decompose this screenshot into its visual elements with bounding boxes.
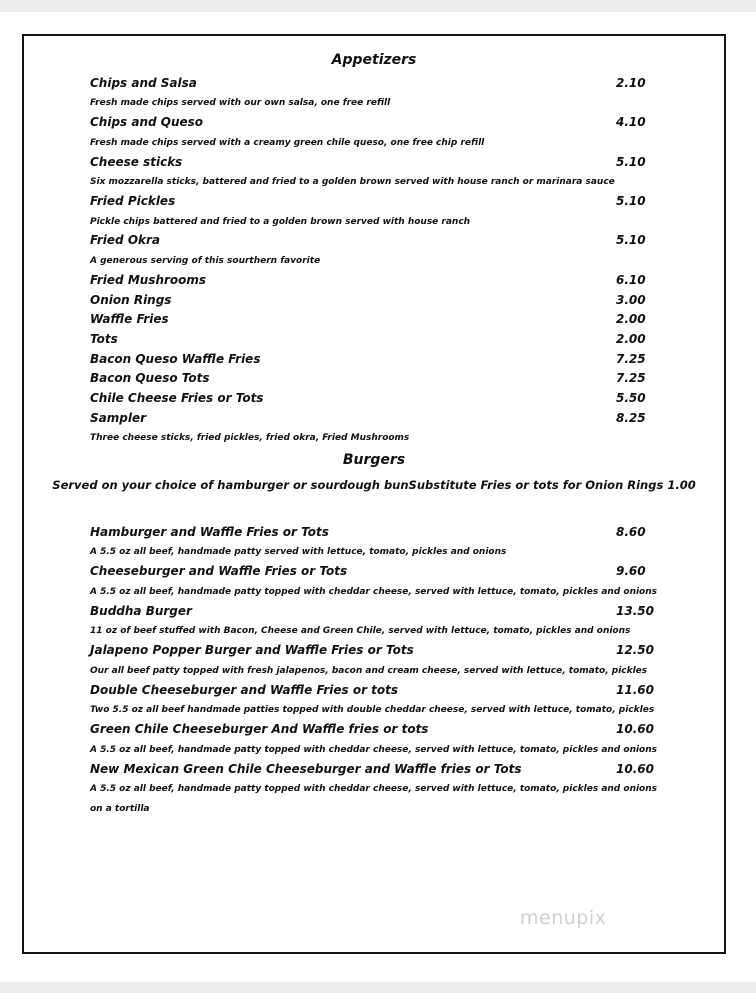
menu-item-name: Cheeseburger and Waffle Fries or Tots (90, 564, 348, 578)
burgers-subtitle: Served on your choice of hamburger or sourdough bunSubstitute Fries or tots for Onion Rings 1.00 (52, 478, 696, 492)
menu-item-price: 7.25 (616, 352, 646, 366)
menu-item-price: 10.60 (616, 762, 654, 776)
menu-item-description: A 5.5 oz all beef, handmade patty topped with cheddar cheese, served with lettuce, tomato, pickles and onions (90, 587, 658, 597)
menu-item-name: Fried Mushrooms (90, 273, 207, 287)
menu-item-price: 10.60 (616, 722, 654, 736)
menu-item-description: A 5.5 oz all beef, handmade patty topped with cheddar cheese, served with lettuce, tomato, pickles and onions (90, 784, 658, 794)
menu-item-price: 5.50 (616, 391, 646, 405)
menu-item-description: Fresh made chips served with a creamy green chile queso, one free chip refill (90, 138, 485, 148)
menu-item-name: Waffle Fries (90, 312, 169, 326)
menu-item-description: 11 oz of beef stuffed with Bacon, Cheese and Green Chile, served with lettuce, tomato, pickles and onions (90, 626, 631, 636)
menu-item-name: New Mexican Green Chile Cheeseburger and Waffle fries or Tots (90, 762, 522, 776)
menu-item-name: Hamburger and Waffle Fries or Tots (90, 525, 329, 539)
menu-item-description: Two 5.5 oz all beef handmade patties topped with double cheddar cheese, served with lettuce, tomato, pickles (90, 705, 655, 715)
menu-item-price: 5.10 (616, 233, 646, 247)
menu-item-price: 5.10 (616, 155, 646, 169)
menu-item-name: Jalapeno Popper Burger and Waffle Fries or Tots (90, 643, 414, 657)
menu-item-price: 2.00 (616, 332, 646, 346)
menu-item-price: 2.00 (616, 312, 646, 326)
menu-item-name: Buddha Burger (90, 604, 192, 618)
menu-item-description: Our all beef patty topped with fresh jalapenos, bacon and cream cheese, served with lettuce, tomato, pickles (90, 666, 648, 676)
menu-item-price: 11.60 (616, 683, 654, 697)
menu-item-name: Cheese sticks (90, 155, 183, 169)
menu-item-price: 4.10 (616, 115, 646, 129)
menu-item-price: 9.60 (616, 564, 646, 578)
menu-item-name: Sampler (90, 411, 147, 425)
menu-item-description: A 5.5 oz all beef, handmade patty served with lettuce, tomato, pickles and onions (90, 547, 507, 557)
menu-item-price: 3.00 (616, 293, 646, 307)
burgers-heading: Burgers (342, 452, 406, 468)
menu-item-name: Green Chile Cheeseburger And Waffle fries or tots (90, 722, 429, 736)
menu-page (0, 12, 756, 982)
menu-item-name: Onion Rings (90, 293, 172, 307)
menu-item-description: A 5.5 oz all beef, handmade patty topped with cheddar cheese, served with lettuce, tomato, pickles and onions (90, 745, 658, 755)
menu-item-name: Bacon Queso Waffle Fries (90, 352, 261, 366)
menu-item-name: Fried Pickles (90, 194, 176, 208)
menu-item-name: Chile Cheese Fries or Tots (90, 391, 264, 405)
menu-item-price: 2.10 (616, 76, 646, 90)
menu-item-price: 5.10 (616, 194, 646, 208)
menu-item-price: 8.60 (616, 525, 646, 539)
menu-item-price: 13.50 (616, 604, 654, 618)
menu-item-price: 12.50 (616, 643, 654, 657)
menu-item-description: A generous serving of this sourthern favorite (90, 256, 321, 266)
menu-item-price: 6.10 (616, 273, 646, 287)
menu-item-name: Double Cheeseburger and Waffle Fries or tots (90, 683, 399, 697)
menu-item-description-continued: on a tortilla (90, 804, 150, 814)
menu-item-description: Six mozzarella sticks, battered and fried to a golden brown served with house ranch or marinara sauce (90, 177, 615, 187)
menu-item-description: Three cheese sticks, fried pickles, fried okra, Fried Mushrooms (90, 433, 410, 443)
menu-item-description: Fresh made chips served with our own salsa, one free refill (90, 98, 391, 108)
menupix-watermark: menupix (520, 907, 607, 929)
menu-item-price: 7.25 (616, 371, 646, 385)
menu-frame (22, 34, 726, 954)
menu-item-name: Tots (90, 332, 118, 346)
menu-item-name: Chips and Queso (90, 115, 204, 129)
menu-item-description: Pickle chips battered and fried to a golden brown served with house ranch (90, 217, 471, 227)
menu-item-name: Fried Okra (90, 233, 161, 247)
appetizers-heading: Appetizers (331, 52, 417, 68)
menu-item-name: Chips and Salsa (90, 76, 197, 90)
menu-item-price: 8.25 (616, 411, 646, 425)
menu-item-name: Bacon Queso Tots (90, 371, 210, 385)
